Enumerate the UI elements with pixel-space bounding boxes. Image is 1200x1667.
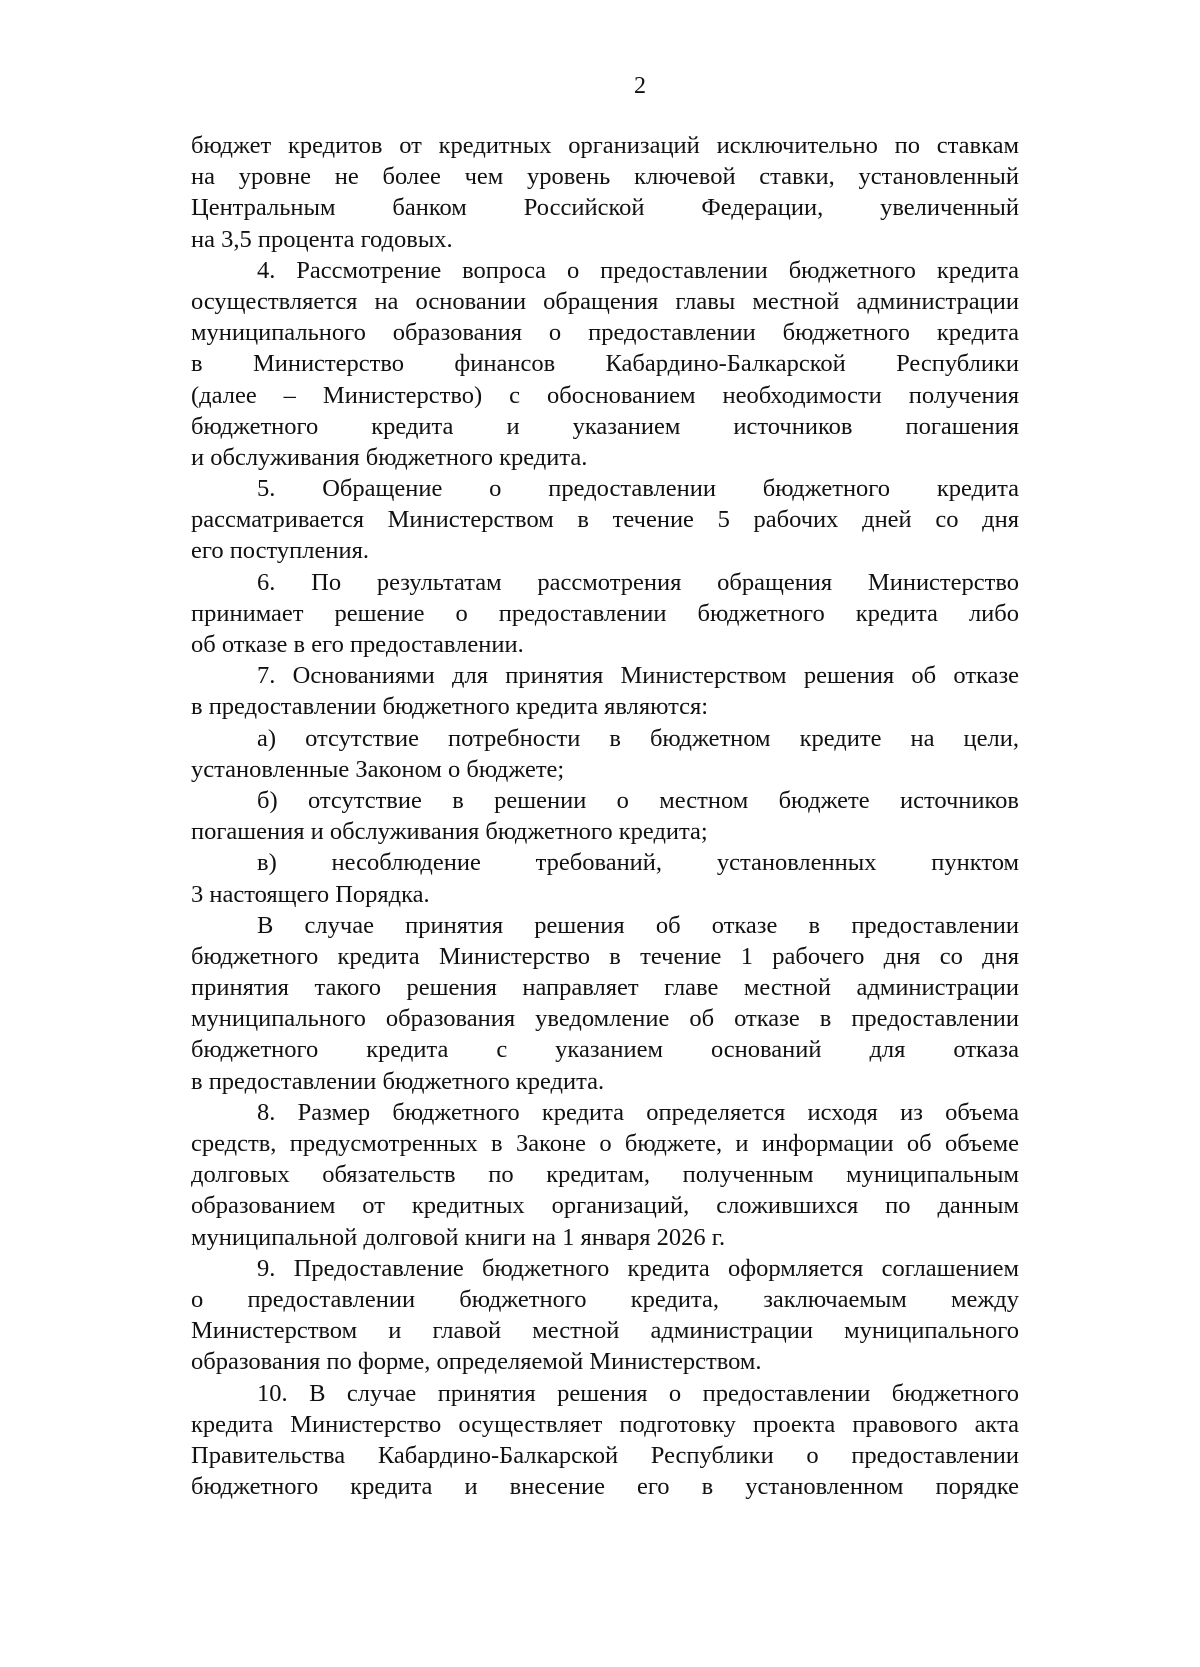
text-line: осуществляется на основании обращения главы местной администрации	[191, 287, 1019, 315]
text-line: а) отсутствие потребности в бюджетном кредите на цели,	[257, 724, 1019, 752]
paragraph	[191, 1378, 1019, 1503]
text-line: В случае принятия решения об отказе в предоставлении	[257, 911, 1019, 939]
text-line: 10. В случае принятия решения о предоставлении бюджетного	[257, 1379, 1019, 1407]
paragraph	[191, 567, 1019, 661]
text-line: муниципального образования уведомление об отказе в предоставлении	[191, 1005, 1019, 1033]
text-line: бюджет кредитов от кредитных организаций исключительно по ставкам	[191, 132, 1019, 159]
text-line: образованием от кредитных организаций, сложившихся по данным	[191, 1192, 1019, 1220]
text-line: 8. Размер бюджетного кредита определяется исходя из объема	[257, 1098, 1019, 1126]
document-body	[191, 130, 1019, 1502]
paragraph	[191, 1097, 1019, 1253]
text-line: в) несоблюдение требований, установленных пунктом	[257, 849, 1019, 877]
text-line: об отказе в его предоставлении.	[191, 631, 524, 658]
text-line: Центральным банком Российской Федерации, увеличенный	[191, 194, 1019, 222]
text-line: в Министерство финансов Кабардино-Балкарской Республики	[191, 350, 1019, 378]
text-line: и обслуживания бюджетного кредита.	[191, 443, 588, 471]
text-line: (далее – Министерство) с обоснованием необходимости получения	[191, 381, 1019, 409]
text-line: 6. По результатам рассмотрения обращения Министерство	[257, 568, 1019, 596]
text-line: на 3,5 процента годовых.	[191, 225, 453, 253]
text-line: 9. Предоставление бюджетного кредита оформляется соглашением	[257, 1254, 1019, 1282]
text-line: бюджетного кредита Министерство в течение 1 рабочего дня со дня	[191, 942, 1019, 970]
page-number: 2	[634, 73, 646, 99]
text-line: бюджетного кредита с указанием оснований для отказа	[191, 1036, 1019, 1064]
text-line: в предоставлении бюджетного кредита являются:	[191, 693, 709, 721]
text-line: б) отсутствие в решении о местном бюджете источников	[257, 786, 1019, 814]
text-line: 4. Рассмотрение вопроса о предоставлении бюджетного кредита	[257, 256, 1019, 284]
text-line: на уровне не более чем уровень ключевой ставки, установленный	[191, 163, 1019, 191]
text-line: бюджетного кредита и внесение его в установленном порядке	[191, 1473, 1019, 1501]
paragraph	[191, 723, 1019, 785]
paragraph	[191, 660, 1019, 722]
text-line: образования по форме, определяемой Министерством.	[191, 1348, 762, 1376]
text-line: 3 настоящего Порядка.	[191, 880, 430, 908]
text-line: муниципальной долговой книги на 1 января 2026 г.	[191, 1223, 726, 1251]
text-line: Министерством и главой местной администрации муниципального	[191, 1317, 1019, 1345]
text-line: 5. Обращение о предоставлении бюджетного кредита	[257, 475, 1019, 503]
text-line: муниципального образования о предоставлении бюджетного кредита	[191, 319, 1019, 347]
text-line: установленные Законом о бюджете;	[191, 755, 565, 783]
text-line: бюджетного кредита и указанием источников погашения	[191, 412, 1019, 440]
text-line: кредита Министерство осуществляет подготовку проекта правового акта	[191, 1410, 1019, 1438]
paragraph	[191, 847, 1019, 909]
paragraph	[191, 785, 1019, 847]
text-line: 7. Основаниями для принятия Министерством решения об отказе	[257, 662, 1019, 690]
text-line: его поступления.	[191, 537, 369, 565]
paragraph	[191, 130, 1019, 255]
text-line: погашения и обслуживания бюджетного кредита;	[191, 818, 708, 846]
paragraph	[191, 1253, 1019, 1378]
text-line: в предоставлении бюджетного кредита.	[191, 1067, 605, 1095]
text-line: долговых обязательств по кредитам, полученным муниципальным	[191, 1161, 1019, 1189]
text-line: средств, предусмотренных в Законе о бюджете, и информации об объеме	[191, 1130, 1019, 1157]
paragraph	[191, 910, 1019, 1097]
text-line: принятия такого решения направляет главе местной администрации	[191, 974, 1019, 1002]
paragraph	[191, 255, 1019, 473]
text-line: рассматривается Министерством в течение 5 рабочих дней со дня	[191, 506, 1019, 534]
text-line: о предоставлении бюджетного кредита, заключаемым между	[191, 1285, 1019, 1313]
paragraph	[191, 473, 1019, 567]
text-line: принимает решение о предоставлении бюджетного кредита либо	[191, 599, 1019, 627]
text-line: Правительства Кабардино-Балкарской Республики о предоставлении	[191, 1441, 1019, 1469]
